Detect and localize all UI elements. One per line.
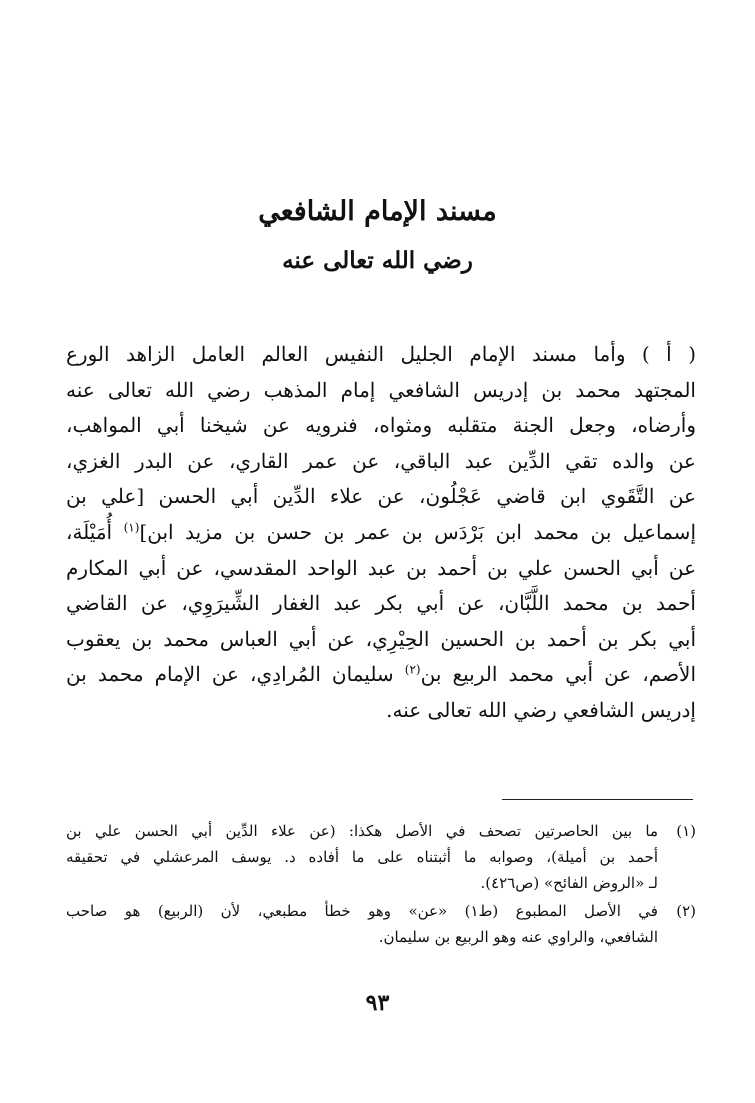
page-title: مسند الإمام الشافعي: [258, 196, 497, 227]
text-line-10-tail: سليمان المُرادِي، عن الإمام محمد بن: [66, 662, 394, 687]
footnote-line: أحمد بن أميلة)، وصوابه ما أثبتناه على ما أفاده د. يوسف المرعشلي في تحقيقه: [66, 848, 658, 866]
text-line-5: عن التَّقَوي ابن قاضي عَجْلُون، عن علاء الدِّين أبي الحسن [علي بن: [66, 484, 696, 509]
footnote-text: [66, 898, 658, 950]
text-line-9: أبي بكر بن أحمد بن الحسين الحِيْرِي، عن أبي العباس محمد بن يعقوب: [66, 626, 696, 651]
text-line-10: [66, 657, 696, 693]
footnote-divider: [502, 799, 693, 800]
footnote-1: [66, 818, 696, 896]
text-line-6: [66, 515, 696, 551]
text-line-6-tail: أُمَيْلَة،: [66, 519, 113, 544]
footnote-line: لـ «الروض الفائح» (ص٤٢٦).: [480, 874, 658, 892]
text-line-7: عن أبي الحسن علي بن أحمد بن عبد الواحد المقدسي، عن أبي المكارم: [66, 555, 696, 580]
text-line-10-main: الأصم، عن أبي محمد الربيع بن: [420, 662, 697, 687]
text-line-3: وأرضاه، وجعل الجنة متقلبه ومثواه، فنرويه عن شيخنا أبي المواهب،: [66, 413, 696, 438]
text-line-4: عن والده تقي الدِّين عبد الباقي، عن عمر القاري، عن البدر الغزي،: [66, 448, 696, 473]
footnotes: [66, 818, 696, 952]
footnote-line: في الأصل المطبوع (ط١) «عن» وهو خطأ مطبعي، لأن (الربيع) هو صاحب: [66, 902, 658, 920]
text-line-1: ( أ ) وأما مسند الإمام الجليل النفيس العالم العامل الزاهد الورع: [66, 342, 696, 366]
footnote-line: الشافعي، والراوي عنه وهو الربيع بن سليمان.: [378, 928, 658, 946]
text-line-11: إدريس الشافعي رضي الله تعالى عنه.: [386, 697, 696, 722]
footnote-line: ما بين الحاصرتين تصحف في الأصل هكذا: (عن علاء الدِّين أبي الحسن علي بن: [66, 822, 658, 840]
footnote-ref-1[interactable]: (١): [123, 520, 140, 535]
main-text: [66, 337, 696, 729]
text-line-8: أحمد بن محمد اللَّبَّان، عن أبي بكر عبد الغفار الشِّيرَوِي، عن القاضي: [66, 591, 696, 616]
page-number: ٩٣: [365, 990, 390, 1016]
footnote-text: [66, 818, 658, 896]
footnote-number: (٢): [676, 902, 696, 920]
page-subtitle: رضي الله تعالى عنه: [282, 247, 473, 274]
text-line-6-main: إسماعيل بن محمد ابن بَرْدَس بن عمر بن حسن بن مزيد ابن]: [139, 519, 696, 544]
footnote-ref-2[interactable]: (٢): [404, 662, 421, 677]
text-line-2: المجتهد محمد بن إدريس الشافعي إمام المذهب رضي الله تعالى عنه: [66, 377, 696, 402]
footnote-2: [66, 898, 696, 950]
footnote-number: (١): [676, 822, 696, 840]
